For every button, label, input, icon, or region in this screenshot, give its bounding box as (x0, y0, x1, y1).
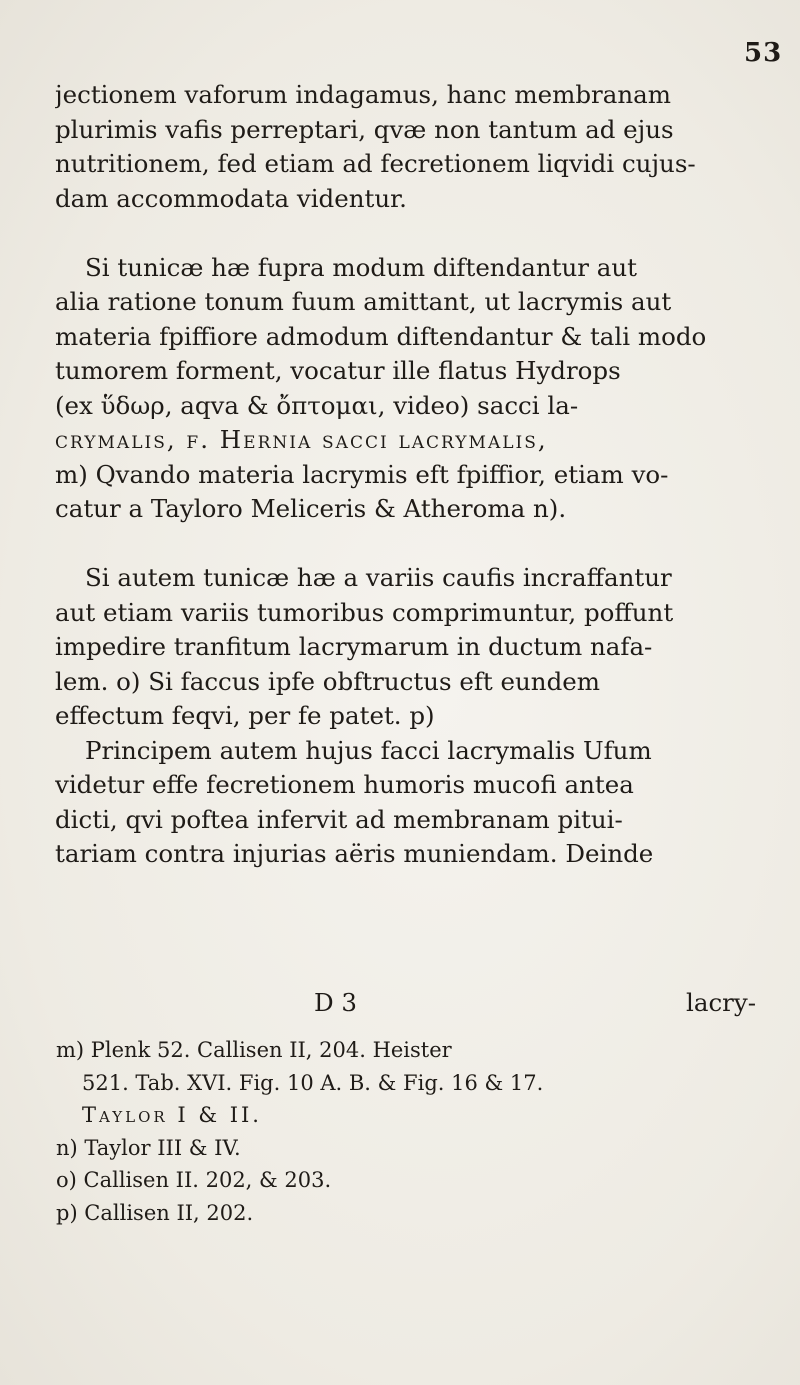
text-line: lem. o) Si faccus ipfe obftructus eft eundem (55, 666, 600, 696)
text-line: videtur effe fecretionem humoris mucofi antea (55, 770, 634, 799)
text-line: Si autem tunicæ hæ a variis caufis incraffantur (85, 563, 672, 592)
text-line: aut etiam variis tumoribus comprimuntur, poffunt (55, 597, 674, 627)
text-line: effectum feqvi, per fe patet. p) (55, 701, 435, 730)
text-line: nutritionem, fed etiam ad fecretionem liqvidi cujus- (55, 149, 696, 178)
text-line: Principem autem hujus facci lacrymalis Ufum (85, 735, 652, 765)
footnote-continuation: Taylor I & II. (82, 1103, 262, 1127)
footnote: n) Taylor III & IV. (56, 1135, 241, 1160)
signature-mark: D 3 (314, 988, 358, 1017)
page-number: 53 (744, 38, 783, 68)
catchword: lacry- (686, 988, 756, 1017)
main-text (55, 78, 755, 872)
footnote: o) Callisen II. 202, & 203. (56, 1168, 332, 1192)
text-line: crymalis, f. Hernia sacci lacrymalis, (55, 425, 548, 454)
text-line: tumorem forment, vocatur ille flatus Hydrops (55, 356, 621, 385)
text-line: catur a Tayloro Meliceris & Atheroma n). (55, 494, 567, 523)
text-line: jectionem vaforum indagamus, hanc membranam (55, 80, 671, 109)
text-line: impedire tranfitum lacrymarum in ductum nafa- (55, 632, 653, 661)
text-line: (ex ὕδωρ, aqva & ὄπτομαι, video) sacci la- (55, 390, 579, 420)
text-line: tariam contra injurias aëris muniendam. Deinde (55, 839, 654, 868)
footnote-continuation: 521. Tab. XVI. Fig. 10 A. B. & Fig. 16 & 17. (82, 1070, 544, 1095)
text-line: Si tunicæ hæ fupra modum diftendantur aut (85, 252, 638, 282)
footnote: p) Callisen II, 202. (56, 1200, 254, 1225)
footnote: m) Plenk 52. Callisen II, 204. Heister (56, 1038, 452, 1062)
text-line: m) Qvando materia lacrymis eft fpiffior, etiam vo- (55, 459, 669, 489)
text-line: plurimis vafis perreptari, qvæ non tantum ad ejus (55, 114, 674, 144)
text-line: materia fpiffiore admodum diftendantur & tali modo (55, 321, 707, 351)
text-line: dam accommodata videntur. (55, 183, 407, 213)
text-line: dicti, qvi poftea infervit ad membranam pitui- (55, 804, 623, 834)
text-line: alia ratione tonum fuum amittant, ut lacrymis aut (55, 287, 672, 316)
footnotes (56, 1034, 756, 1229)
paragraph-gap (55, 216, 755, 251)
paragraph-gap (55, 527, 755, 562)
